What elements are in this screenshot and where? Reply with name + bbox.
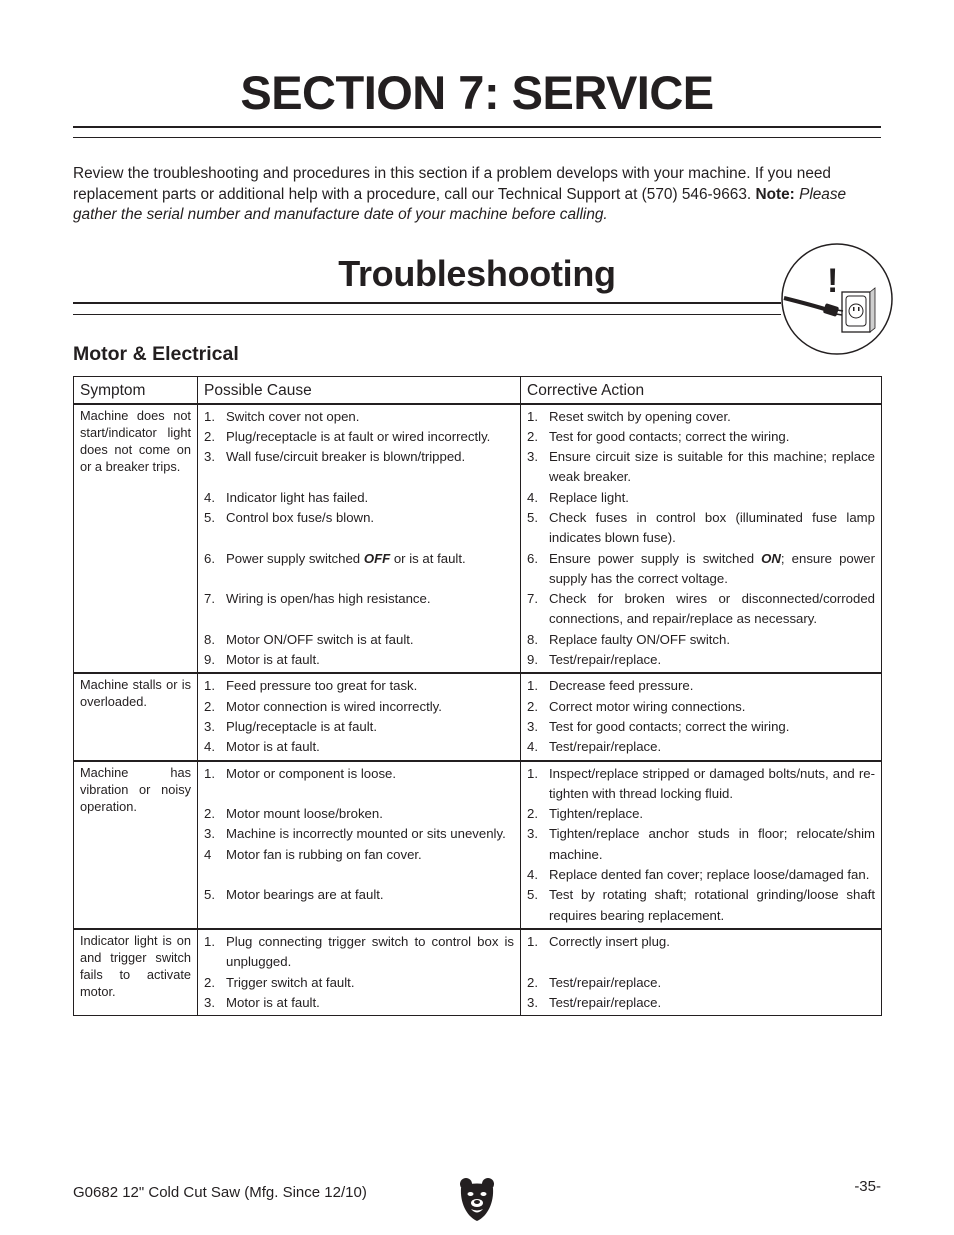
action-item: 2. Tighten/replace. (527, 806, 644, 822)
table-row (74, 404, 882, 674)
cause-item: 4. Indicator light has failed. (204, 489, 369, 505)
action-item: 9. Test/repair/replace. (527, 652, 662, 668)
warning-exclamation: ! (827, 262, 839, 300)
cause-item: 8. Motor ON/OFF switch is at fault. (204, 631, 414, 647)
action-item: 1. Correctly insert plug. (527, 933, 670, 949)
cause-item: 3. Motor is at fault. (204, 994, 320, 1010)
table-row (74, 761, 882, 929)
action-item: 3. Ensure circuit size is suitable for this machine; replace weak breaker. (527, 449, 875, 485)
cause-item: 4. Motor is at fault. (204, 739, 320, 755)
cause-item: 1. Plug connecting trigger switch to control box is unplugged. (204, 933, 514, 970)
note-text: Please gather the serial number and manufacture date of your machine before calling. (73, 185, 847, 223)
action-item: 1. Reset switch by opening cover. (527, 408, 731, 424)
cause-cell (198, 404, 521, 674)
troubleshooting-rule-bottom (73, 314, 781, 315)
bear-logo-icon (458, 1176, 496, 1222)
page-number: -35- (854, 1178, 881, 1195)
footer-model: G0682 12" Cold Cut Saw (Mfg. Since 12/10) (73, 1184, 367, 1201)
action-item: 2. Correct motor wiring connections. (527, 698, 746, 714)
cause-item: 2. Motor connection is wired incorrectly. (204, 698, 442, 714)
cause-item: 5. Control box fuse/s blown. (204, 509, 375, 525)
cause-item: 2. Plug/receptacle is at fault or wired incorrectly. (204, 428, 491, 444)
cause-cell (198, 761, 521, 929)
cause-item: 4 Motor fan is rubbing on fan cover. (204, 846, 422, 862)
section-title: SECTION 7: SERVICE (240, 66, 714, 119)
action-item: 1. Decrease feed pressure. (527, 678, 694, 694)
note-label: Note: (755, 185, 795, 203)
troubleshooting-rule-top (73, 302, 781, 304)
table-header-row (74, 377, 882, 404)
cause-item: 1. Feed pressure too great for task. (204, 678, 418, 694)
symptom-cell: Machine stalls or is overloaded. (74, 673, 198, 760)
subsection-title: Motor & Electrical (73, 343, 239, 365)
electrical-warning-icon (780, 242, 894, 356)
action-item: 2. Test for good contacts; correct the wiring. (527, 428, 790, 444)
action-item: 5. Check fuses in control box (illuminated fuse lamp indicates blown fuse). (527, 509, 875, 546)
header-corrective-action: Corrective Action (521, 377, 882, 404)
action-item: 1. Inspect/replace stripped or damaged bolts/nuts, and re-tighten with thread locking fluid. (527, 765, 875, 801)
action-item: 8. Replace faulty ON/OFF switch. (527, 631, 731, 647)
symptom-cell: Machine has vibration or noisy operation. (74, 761, 198, 929)
cause-item: 1. Switch cover not open. (204, 408, 360, 424)
cause-item: 2. Trigger switch at fault. (204, 974, 355, 990)
cause-cell (198, 673, 521, 760)
action-cell (521, 929, 882, 1016)
action-item: 2. Test/repair/replace. (527, 974, 662, 990)
action-item: 3. Test/repair/replace. (527, 994, 662, 1010)
action-cell (521, 673, 882, 760)
cause-item: 1. Motor or component is loose. (204, 765, 397, 781)
symptom-cell: Indicator light is on and trigger switch fails to activate motor. (74, 929, 198, 1016)
cause-item: 7. Wiring is open/has high resistance. (204, 591, 431, 607)
action-item: 4. Replace light. (527, 489, 629, 505)
intro-text: Review the troubleshooting and procedures in this section if a problem develops with your machine. If you need replacement parts or additional help with a procedure, call our Technical Support at (570) 546-9663. (73, 165, 831, 203)
action-cell (521, 404, 882, 674)
action-item: 4. Test/repair/replace. (527, 739, 662, 755)
action-item: 3. Tighten/replace anchor studs in floor; relocate/shim machine. (527, 826, 875, 862)
cause-item: 2. Motor mount loose/broken. (204, 806, 383, 822)
symptom-cell: Machine does not start/indicator light does not come on or a breaker trips. (74, 404, 198, 674)
action-item: 7. Check for broken wires or disconnected/corroded connections, and repair/replace as necessary. (527, 591, 875, 627)
header-possible-cause: Possible Cause (198, 377, 521, 404)
intro-paragraph (73, 164, 883, 226)
cause-item: 9. Motor is at fault. (204, 652, 320, 668)
action-cell (521, 761, 882, 929)
action-item: 6. Ensure power supply is switched ON; ensure power supply has the correct voltage. (527, 550, 875, 586)
table-row (74, 673, 882, 760)
cause-cell (198, 929, 521, 1016)
title-rule-bottom (73, 137, 881, 138)
cause-item: 3. Machine is incorrectly mounted or sits unevenly. (204, 826, 506, 842)
header-symptom: Symptom (74, 377, 198, 404)
cause-item: 3. Wall fuse/circuit breaker is blown/tripped. (204, 449, 466, 465)
cause-item: 6. Power supply switched OFF or is at fault. (204, 550, 466, 566)
troubleshooting-title: Troubleshooting (338, 253, 616, 294)
cause-item: 5. Motor bearings are at fault. (204, 887, 384, 903)
action-item: 3. Test for good contacts; correct the wiring. (527, 718, 790, 734)
cause-item: 3. Plug/receptacle is at fault. (204, 718, 378, 734)
action-item: 4. Replace dented fan cover; replace loose/damaged fan. (527, 867, 870, 883)
title-rule-top (73, 126, 881, 128)
troubleshooting-table (73, 376, 882, 1016)
action-item: 5. Test by rotating shaft; rotational grinding/loose shaft requires bearing replacement. (527, 887, 875, 923)
table-row (74, 929, 882, 1016)
